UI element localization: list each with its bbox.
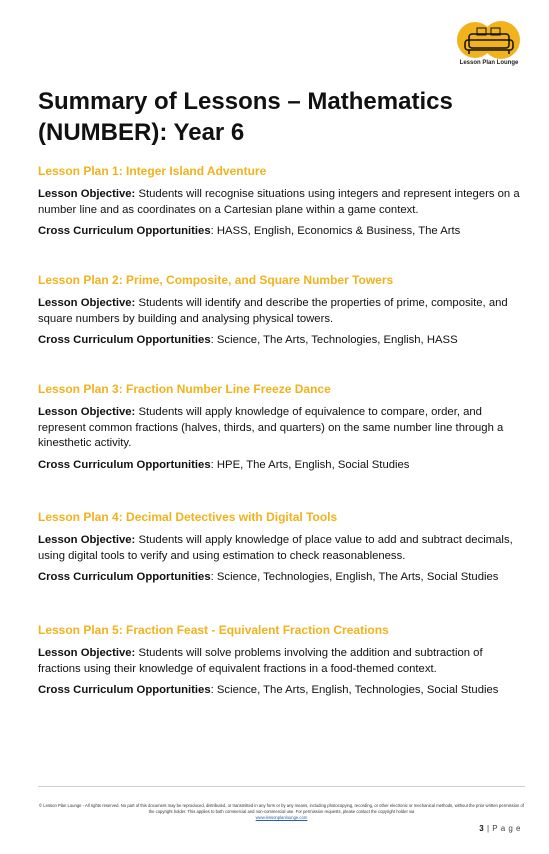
lesson-cross-curriculum: [38, 333, 524, 349]
cross-label: Cross Curriculum Opportunities: [38, 225, 211, 237]
objective-label: Lesson Objective:: [38, 647, 136, 659]
objective-label: Lesson Objective:: [38, 297, 136, 309]
lesson-block-5: [38, 623, 524, 699]
cross-text: : Science, The Arts, English, Technologies, Social Studies: [210, 684, 499, 696]
cross-label: Cross Curriculum Opportunities: [38, 571, 211, 583]
lesson-objective: [38, 533, 524, 564]
website-link[interactable]: www.lessonplanlounge.com: [255, 815, 308, 820]
objective-text: Students will recognise situations using integers and represent integers on a number line and as coordinates on a Cartesian plane within a game context.: [38, 188, 520, 216]
lesson-objective: [38, 296, 524, 327]
cross-label: Cross Curriculum Opportunities: [38, 684, 211, 696]
objective-label: Lesson Objective:: [38, 406, 136, 418]
lesson-list: [38, 164, 524, 705]
objective-label: Lesson Objective:: [38, 534, 136, 546]
page-title: Summary of Lessons – Mathematics (NUMBER): Year 6: [38, 88, 453, 146]
objective-text: Students will identify and describe the properties of prime, composite, and square numbers by building and analysing physical towers.: [38, 297, 508, 325]
cross-text: : Science, Technologies, English, The Arts, Social Studies: [210, 571, 499, 583]
page-number-value: 3: [479, 824, 485, 833]
footer-divider: [38, 786, 525, 787]
lesson-block-2: [38, 273, 524, 382]
lesson-title: Lesson Plan 1: Integer Island Adventure: [38, 164, 267, 178]
page-word: P a g e: [492, 824, 521, 833]
lesson-block-4: [38, 510, 524, 623]
objective-text: Students will apply knowledge of equivalence to compare, order, and represent common fractions (halves, thirds, and quarters) on the same number line through a kinesthetic activity.: [38, 406, 504, 449]
page-separator: |: [484, 824, 493, 833]
cross-text: : HPE, The Arts, English, Social Studies: [210, 458, 410, 471]
lesson-cross-curriculum: [38, 570, 524, 586]
lesson-cross-curriculum: [38, 683, 524, 699]
objective-label: Lesson Objective:: [38, 188, 136, 200]
cross-label: Cross Curriculum Opportunities: [38, 334, 211, 346]
page-number: [479, 824, 521, 833]
lesson-objective: [38, 405, 524, 452]
copyright-text: © Lesson Plan Lounge - All rights reserved. No part of this document may be reproduced, distributed, or transmitted in any form or by any means, including photocopying, recording, or other electronic or mechanical methods, without the prior written permission of the copyright holder. This applies to both commercial and non-commercial use. For permission requests, please contact the copyright holder via: [39, 803, 524, 814]
lesson-title: Lesson Plan 5: Fraction Feast - Equivalent Fraction Creations: [38, 623, 389, 637]
logo-text: Lesson Plan Lounge: [459, 60, 519, 66]
lesson-cross-curriculum: [38, 458, 524, 474]
lesson-objective: [38, 187, 524, 218]
objective-text: Students will solve problems involving the addition and subtraction of fractions using their knowledge of equivalent fractions in a food-themed context.: [38, 647, 483, 675]
lesson-title: Lesson Plan 4: Decimal Detectives with Digital Tools: [38, 510, 338, 524]
lesson-block-1: [38, 164, 524, 273]
cross-text: : Science, The Arts, Technologies, English, HASS: [210, 334, 458, 346]
lesson-objective: [38, 646, 524, 677]
lesson-title: Lesson Plan 2: Prime, Composite, and Square Number Towers: [38, 273, 394, 287]
lesson-cross-curriculum: [38, 224, 524, 240]
cross-label: Cross Curriculum Opportunities: [38, 458, 211, 471]
lesson-block-3: [38, 382, 524, 510]
objective-text: Students will apply knowledge of place value to add and subtract decimals, using digital tools to verify and using estimation to check reasonableness.: [38, 534, 513, 562]
footer-copyright: [38, 803, 525, 821]
cross-text: : HASS, English, Economics & Business, The Arts: [210, 225, 461, 237]
lesson-title: Lesson Plan 3: Fraction Number Line Freeze Dance: [38, 382, 331, 396]
